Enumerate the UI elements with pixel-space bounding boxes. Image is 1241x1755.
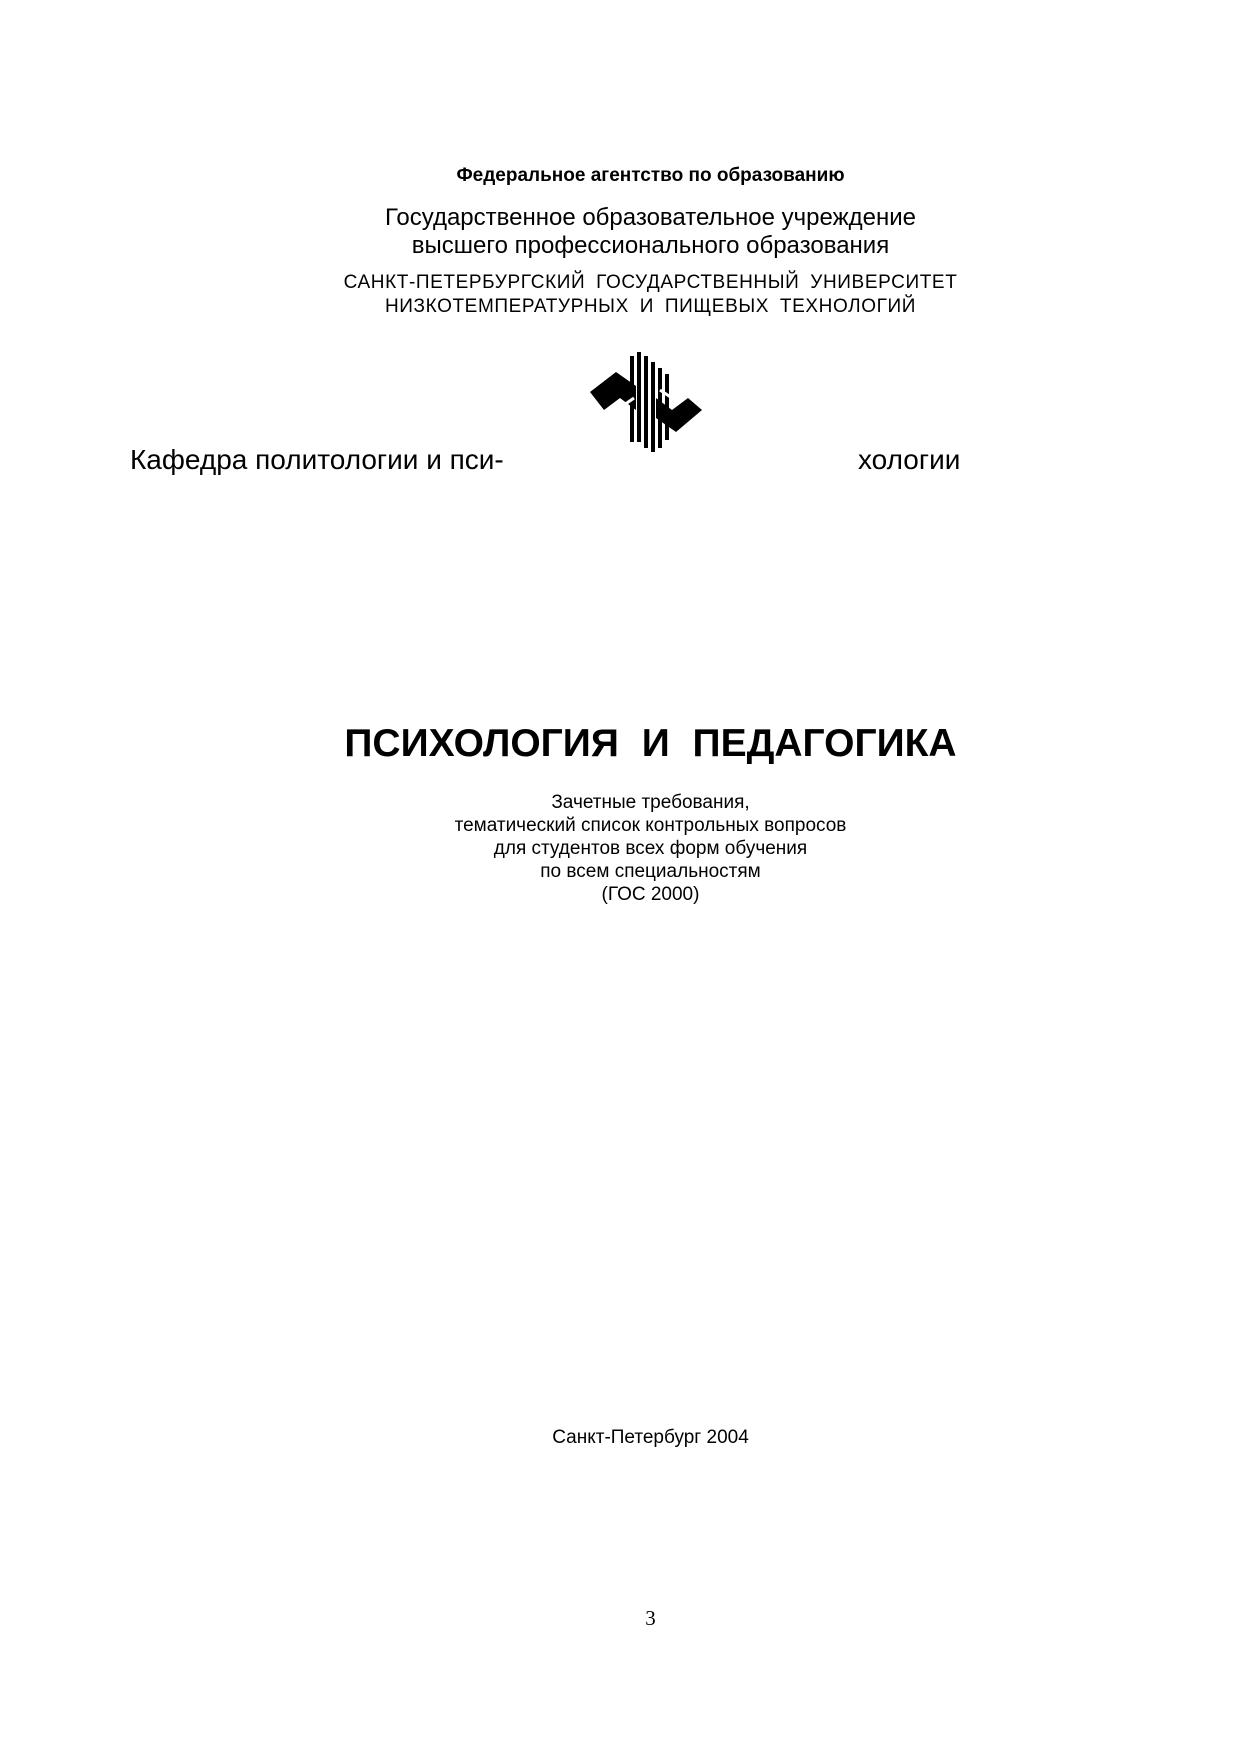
department-name-part-2: хологии: [858, 444, 961, 475]
page-number: 3: [645, 1606, 656, 1630]
subtitle-line: Зачетные требования,: [551, 792, 750, 813]
agency-name: Федеральное агентство по образованию: [456, 165, 845, 186]
institution-line-1: Государственное образовательное учреждение: [385, 204, 916, 231]
university-emblem-icon: [590, 352, 702, 456]
document-title: ПСИХОЛОГИЯ И ПЕДАГОГИКА: [344, 722, 957, 765]
university-name-line-1: САНКТ-ПЕТЕРБУРГСКИЙ ГОСУДАРСТВЕННЫЙ УНИВЕРСИТЕТ: [343, 272, 958, 293]
institution-line-2: высшего профессионального образования: [411, 232, 890, 259]
department-name-part-1: Кафедра политологии и пси-: [130, 444, 504, 475]
subtitle-line: по всем специальностям: [540, 861, 761, 882]
city-and-year: Санкт-Петербург 2004: [552, 1427, 749, 1448]
subtitle-line: тематический список контрольных вопросов: [454, 815, 847, 836]
subtitle-line: (ГОС 2000): [601, 884, 700, 905]
university-name-line-2: НИЗКОТЕМПЕРАТУРНЫХ И ПИЩЕВЫХ ТЕХНОЛОГИЙ: [384, 296, 917, 317]
subtitle-line: для студентов всех форм обучения: [493, 838, 808, 859]
